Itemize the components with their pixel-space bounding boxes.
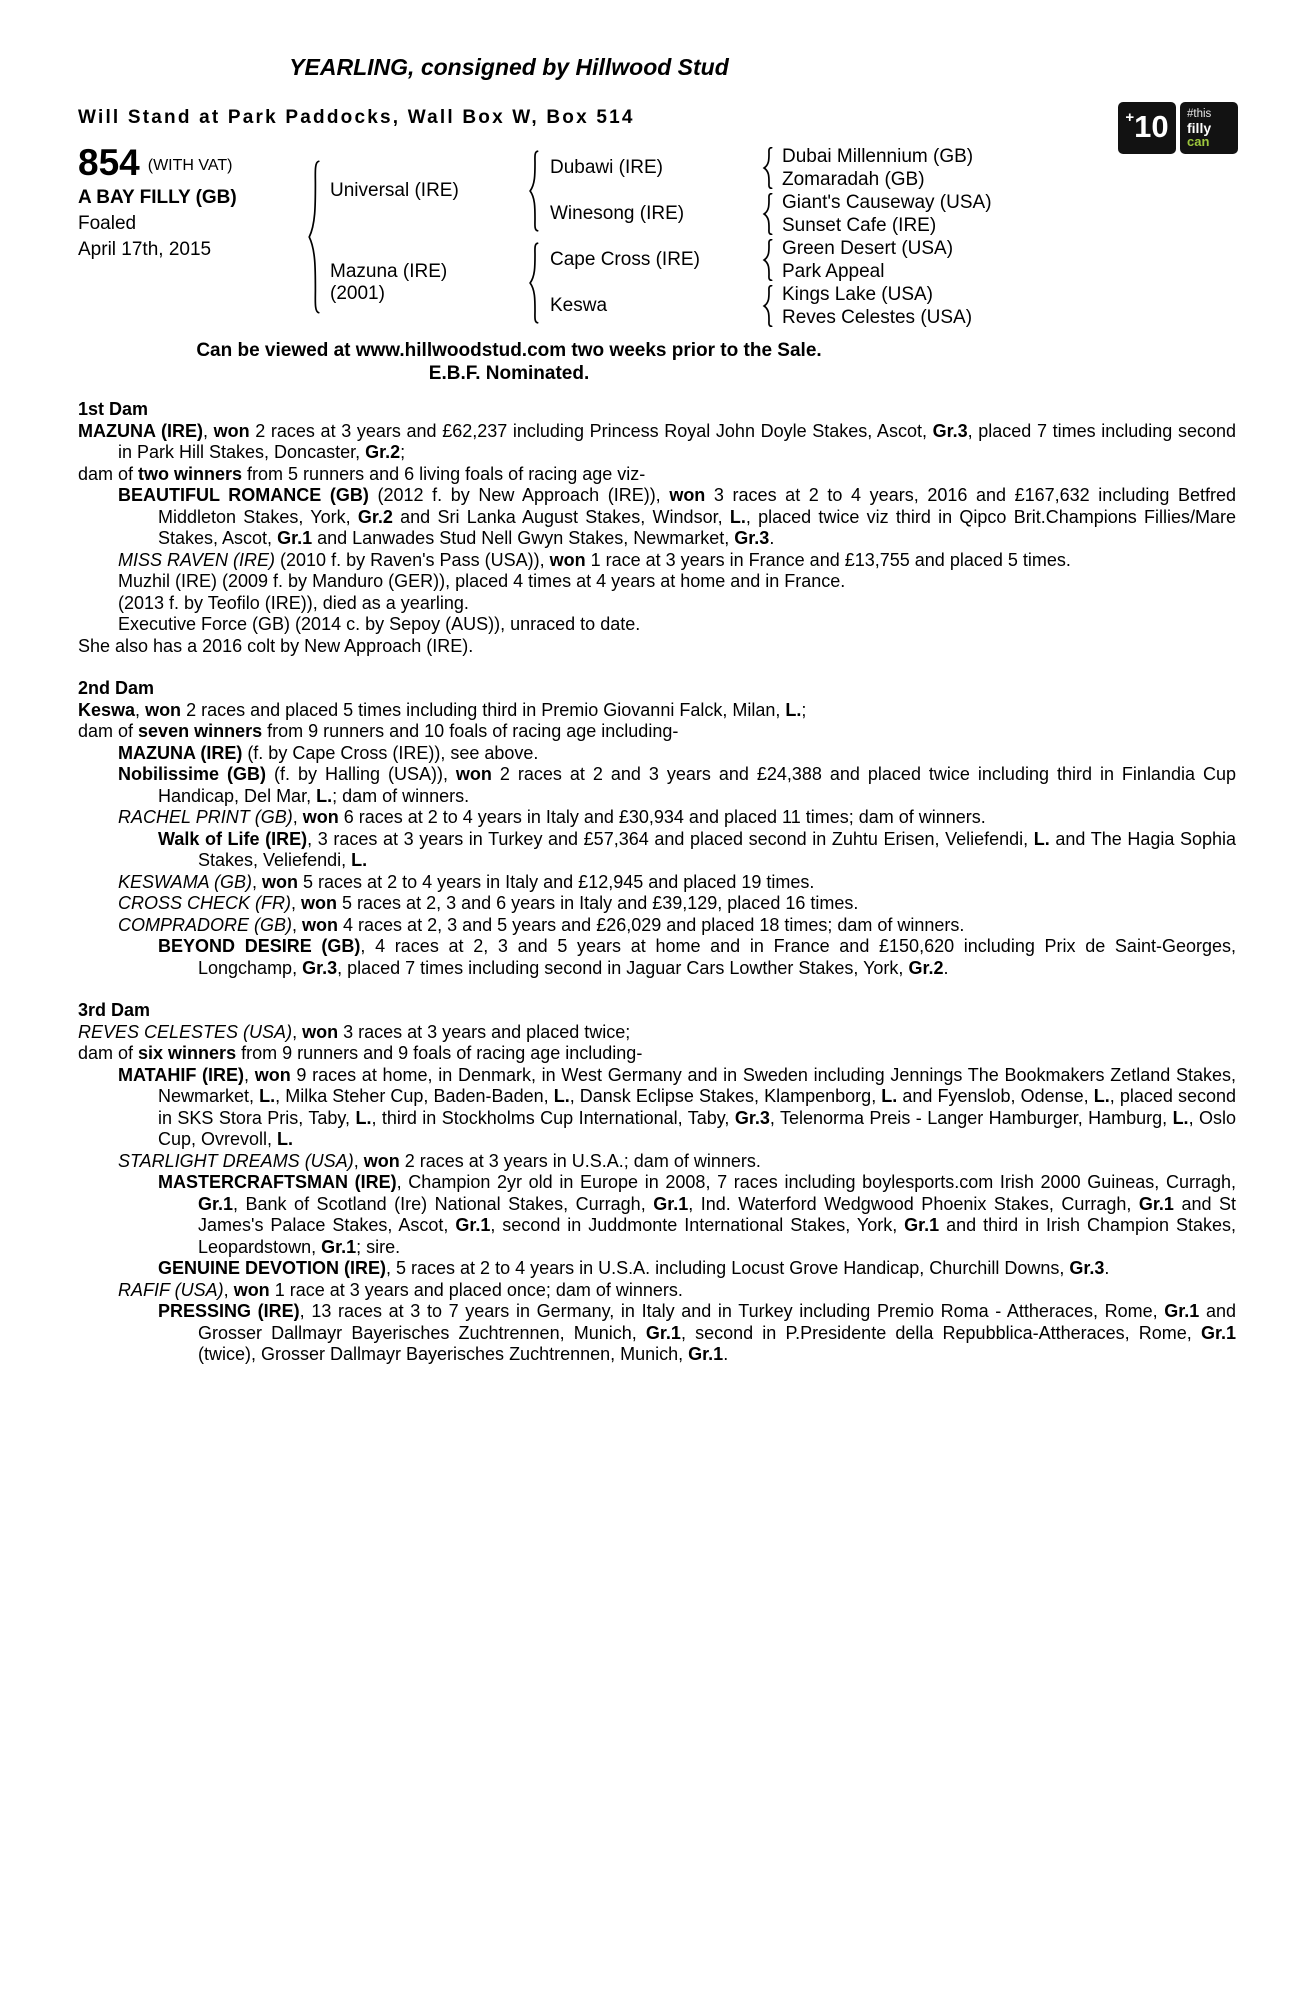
pedigree-paragraph: dam of six winners from 9 runners and 9 foals of racing age including- [78, 1043, 643, 1063]
pedigree-paragraph: RAFIF (USA), won 1 race at 3 years and placed once; dam of winners. [118, 1279, 683, 1300]
foaled-label: Foaled [78, 213, 137, 234]
pedigree-gen3-name: Green Desert (USA) [782, 237, 954, 259]
pedigree-paragraph: She also has a 2016 colt by New Approach (IRE). [78, 635, 474, 656]
pedigree-paragraph: BEAUTIFUL ROMANCE (GB) (2012 f. by New Approach (IRE)), won 3 races at 2 to 4 years, 2016 and £167,632 including Betfred Middleton Stakes, York, Gr.2 and Sri Lanka August Stakes, Windsor, L., placed twice viz third in Qipco Brit.Champions Fillies/Mare Stakes, Ascot, Gr.1 and Lanwades Stud Nell Gwyn Stakes, Newmarket, Gr.3. [118, 485, 1237, 548]
brace-gen3-2-icon [752, 191, 782, 237]
pedigree-grandsire-1: Dubawi (IRE) [550, 157, 663, 178]
lot-info [78, 142, 296, 329]
pedigree-dam-year: (2001) [330, 283, 385, 304]
pedigree-gen3-name: Zomaradah (GB) [782, 168, 925, 190]
pedigree-grandsire-2: Cape Cross (IRE) [550, 249, 700, 270]
pedigree-gen3-name: Dubai Millennium (GB) [782, 145, 974, 167]
pedigree-paragraph: CROSS CHECK (FR), won 5 races at 2, 3 and 6 years in Italy and £39,129, placed 16 times. [118, 893, 859, 913]
pedigree-paragraph: PRESSING (IRE), 13 races at 3 to 7 years in Germany, in Italy and in Turkey including Premio Roma - Attheraces, Rome, Gr.1 and Grosser Dallmayr Bayerisches Zuchtrennen, Munich, Gr.1, second in P.Presidente della Repubblica-Attheraces, Rome, Gr.1 (twice), Grosser Dallmayr Bayerisches Zuchtrennen, Munich, Gr.1. [158, 1301, 1236, 1364]
dam-heading: 2nd Dam [78, 678, 155, 698]
dam-section [78, 1000, 1236, 1366]
dam-section [78, 678, 1236, 979]
pedigree-paragraph: STARLIGHT DREAMS (USA), won 2 races at 3 years in U.S.A.; dam of winners. [118, 1150, 761, 1171]
tagline-this: #this [1187, 108, 1212, 120]
dam-section [78, 399, 1236, 657]
pedigree-paragraph: MATAHIF (IRE), won 9 races at home, in Denmark, in West Germany and in Sweden including Jennings The Bookmakers Zetland Stakes, Newmarket, L., Milka Steher Cup, Baden-Baden, L., Dansk Eclipse Stakes, Klampenborg, L. and Fyenslob, Odense, L., placed second in SKS Stora Pris, Taby, L., third in Stockholms Cup International, Taby, Gr.3, Telenorma Preis - Langer Hamburger, Hamburg, L., Oslo Cup, Ovrevoll, L. [118, 1064, 1237, 1149]
pedigree-paragraph: Walk of Life (IRE), 3 races at 3 years in Turkey and £57,364 and placed second in Zuhtu Erisen, Veliefendi, L. and The Hagia Sophia Stakes, Veliefendi, L. [158, 828, 1237, 870]
pedigree-paragraph: dam of two winners from 5 runners and 6 living foals of racing age viz- [78, 463, 646, 484]
stand-line: Will Stand at Park Paddocks, Wall Box W, Box 514 [78, 107, 635, 128]
vat-note: (WITH VAT) [147, 157, 233, 174]
lot-description: A BAY FILLY (GB) [78, 187, 237, 208]
pedigree-paragraph: MISS RAVEN (IRE) (2010 f. by Raven's Pass (USA)), won 1 race at 3 years in France and £13,755 and placed 5 times. [118, 549, 1071, 570]
pedigree-paragraph: RACHEL PRINT (GB), won 6 races at 2 to 4 years in Italy and £30,934 and placed 11 times; dam of winners. [118, 807, 986, 827]
brace-gen3-1-icon [752, 145, 782, 191]
pedigree-gen3-name: Sunset Cafe (IRE) [782, 214, 937, 236]
pedigree-gen3-name: Kings Lake (USA) [782, 283, 934, 305]
pedigree-dam: Mazuna (IRE) [330, 261, 448, 282]
tagline-filly: filly [1187, 120, 1212, 136]
tagline-can: can [1187, 134, 1210, 149]
title-measure [78, 54, 940, 81]
pedigree-sections [78, 399, 1236, 1366]
pedigree-paragraph: GENUINE DEVOTION (IRE), 5 races at 2 to 4 years in U.S.A. including Locust Grove Handicap, Churchill Downs, Gr.3. [158, 1258, 1110, 1278]
pedigree-paragraph: COMPRADORE (GB), won 4 races at 2, 3 and 5 years and £26,029 and placed 18 times; dam of winners. [118, 914, 965, 935]
pedigree-paragraph: Nobilissime (GB) (f. by Halling (USA)), won 2 races at 2 and 3 years and £24,388 and placed twice including third in Finlandia Cup Handicap, Del Mar, L.; dam of winners. [118, 764, 1236, 806]
notices [78, 339, 940, 385]
pedigree-paragraph: dam of seven winners from 9 runners and 10 foals of racing age including- [78, 721, 679, 741]
dam-heading: 1st Dam [78, 399, 149, 419]
brace-gen3-4-icon [752, 283, 782, 329]
pedigree-gen3-name: Park Appeal [782, 260, 885, 282]
lot-number: 854 [78, 142, 140, 183]
dam-heading: 3rd Dam [78, 1000, 151, 1020]
pedigree-sire: Universal (IRE) [330, 180, 459, 201]
page-title: YEARLING, consigned by Hillwood Stud [289, 54, 729, 80]
brace-sire-icon [516, 145, 550, 237]
pedigree-granddam-1: Winesong (IRE) [550, 203, 685, 224]
plus-mark: + [1125, 109, 1135, 126]
pedigree-gen3-name: Giant's Causeway (USA) [782, 191, 992, 213]
pedigree-gen3-name: Reves Celestes (USA) [782, 306, 973, 328]
pedigree-paragraph: KESWAMA (GB), won 5 races at 2 to 4 years in Italy and £12,945 and placed 19 times. [118, 871, 815, 892]
pedigree-paragraph: Keswa, won 2 races and placed 5 times including third in Premio Giovanni Falck, Milan, L.; [78, 699, 807, 720]
book-10-icon [1118, 102, 1176, 154]
lot-number-line [78, 142, 296, 183]
pedigree-paragraph: Muzhil (IRE) (2009 f. by Manduro (GER)), placed 4 times at 4 years at home and in France. [118, 571, 846, 591]
pedigree-paragraph: (2013 f. by Teofilo (IRE)), died as a yearling. [118, 592, 469, 613]
pedigree-dam-block [330, 237, 516, 329]
brace-gen3-3-icon [752, 237, 782, 283]
brace-dam-icon [516, 237, 550, 329]
sale-logo [1118, 102, 1238, 154]
pedigree-paragraph: Executive Force (GB) (2014 c. by Sepoy (AUS)), unraced to date. [118, 614, 641, 634]
brace-gen1-icon [296, 145, 330, 329]
pedigree-table [78, 142, 1236, 329]
ebf-notice: E.B.F. Nominated. [428, 363, 590, 384]
pedigree-paragraph: MAZUNA (IRE), won 2 races at 3 years and £62,237 including Princess Royal John Doyle Stakes, Ascot, Gr.3, placed 7 times including second in Park Hill Stakes, Doncaster, Gr.2; [78, 420, 1236, 462]
pedigree-paragraph: MASTERCRAFTSMAN (IRE), Champion 2yr old in Europe in 2008, 7 races including boylesports.com Irish 2000 Guineas, Curragh, Gr.1, Bank of Scotland (Ire) National Stakes, Curragh, Gr.1, Ind. Waterford Wedgwood Phoenix Stakes, Curragh, Gr.1 and St James's Palace Stakes, Ascot, Gr.1, second in Juddmonte International Stakes, York, Gr.1 and third in Irish Champion Stakes, Leopardstown, Gr.1; sire. [158, 1172, 1236, 1257]
pedigree-granddam-2: Keswa [550, 295, 608, 316]
thisfillycan-icon [1180, 102, 1238, 154]
book-number: 10 [1134, 109, 1169, 144]
pedigree-paragraph: MAZUNA (IRE) (f. by Cape Cross (IRE)), see above. [118, 742, 539, 763]
pedigree-paragraph: BEYOND DESIRE (GB), 4 races at 2, 3 and 5 years at home and in France and £150,620 including Prix de Saint-Georges, Longchamp, Gr.3, placed 7 times including second in Jaguar Cars Lowther Stakes, York, Gr.2. [158, 936, 1236, 978]
viewing-notice: Can be viewed at www.hillwoodstud.com two weeks prior to the Sale. [196, 340, 822, 361]
pedigree-paragraph: REVES CELESTES (USA), won 3 races at 3 years and placed twice; [78, 1021, 631, 1042]
foaled-date: April 17th, 2015 [78, 239, 212, 260]
